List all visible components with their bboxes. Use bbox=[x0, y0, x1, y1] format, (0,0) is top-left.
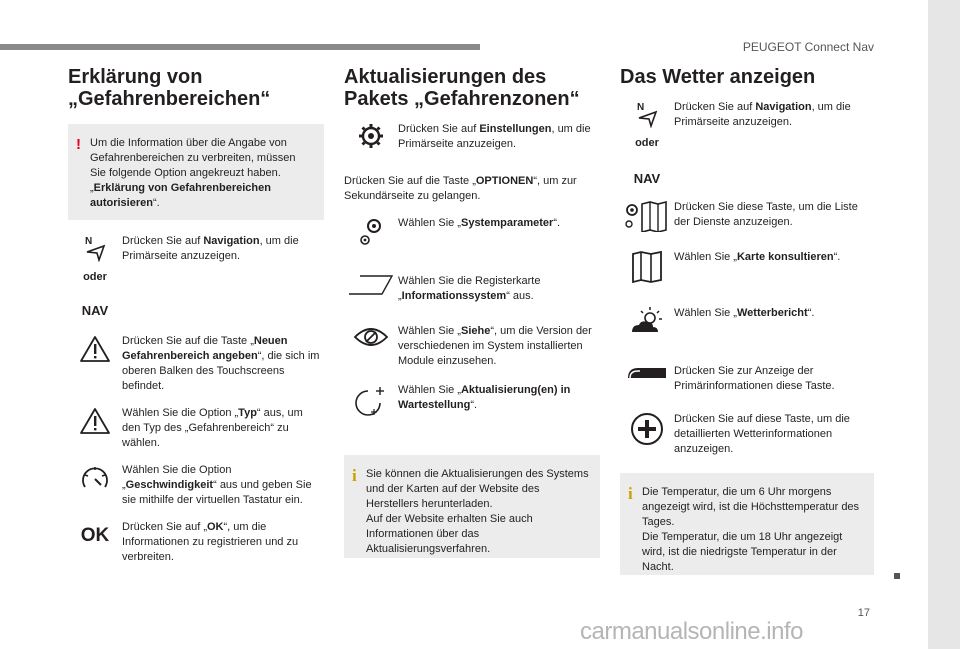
info-box: i Die Temperatur, die um 6 Uhr morgens angezeigt wird, ist die Höchsttemperatur des Tages. Die Temperatur, die um 18 Uhr angezeigt wird, ist die niedrigste Temperatur in der Nacht. bbox=[620, 473, 874, 575]
svg-text:N: N bbox=[637, 102, 645, 113]
plus-circle-icon[interactable] bbox=[620, 412, 674, 446]
oder-label: oder bbox=[83, 271, 107, 283]
step-information-system: Wählen Sie die Registerkarte „Informationssystem“ aus. bbox=[344, 274, 600, 304]
speedometer-icon[interactable] bbox=[68, 463, 122, 491]
services-map-icon[interactable] bbox=[620, 200, 674, 232]
warning-triangle-icon[interactable] bbox=[68, 334, 122, 364]
step-primary-info: Drücken Sie zur Anzeige der Primärinformationen diese Taste. bbox=[620, 364, 874, 394]
section-title: Aktualisierungen des Pakets „Gefahrenzonen“ bbox=[344, 66, 580, 110]
section-title: Das Wetter anzeigen bbox=[620, 66, 816, 88]
step-weather-report: Wählen Sie „Wetterbericht“. bbox=[620, 306, 874, 338]
ok-button[interactable]: OK bbox=[80, 525, 110, 546]
column-danger-zones bbox=[68, 66, 324, 565]
step-system-parameters: Wählen Sie „Systemparameter“. bbox=[344, 216, 600, 248]
oder-label: oder bbox=[635, 137, 659, 149]
section-title: Erklärung von „Gefahrenbereichen“ bbox=[68, 66, 271, 110]
warning-triangle-icon[interactable] bbox=[68, 406, 122, 436]
nav-button[interactable]: NAV bbox=[633, 171, 661, 186]
page-edge-strip bbox=[928, 0, 960, 649]
info-bar-icon[interactable] bbox=[620, 364, 674, 380]
step-pending-updates: Wählen Sie „Aktualisierung(en) in Wartestellung“. bbox=[344, 383, 600, 417]
step-consult-map: Wählen Sie „Karte konsultieren“. bbox=[620, 250, 874, 284]
gear-icon[interactable] bbox=[344, 122, 398, 150]
step-type: Wählen Sie die Option „Typ“ aus, um den Typ des „Gefahrenbereich“ zu wählen. bbox=[68, 406, 324, 451]
step-navigation: N Drücken Sie auf Navigation, um die Primärseite anzuzeigen. bbox=[68, 234, 324, 264]
step-new-zone: Drücken Sie auf die Taste „Neuen Gefahrenbereich angeben“, die sich im oberen Balken des Touchscreens befindet. bbox=[68, 334, 324, 394]
nav-button[interactable]: NAV bbox=[81, 303, 109, 318]
step-settings: Drücken Sie auf Einstellungen, um die Primärseite anzuzeigen. bbox=[344, 122, 600, 152]
info-icon: i bbox=[628, 484, 633, 503]
column-weather bbox=[620, 66, 874, 575]
watermark: carmanualsonline.info bbox=[580, 618, 803, 645]
tab-icon[interactable] bbox=[344, 274, 398, 296]
column-update-zones bbox=[344, 66, 600, 558]
page-number: 17 bbox=[857, 607, 870, 619]
eye-icon[interactable] bbox=[344, 324, 398, 350]
step-detailed-info: Drücken Sie auf diese Taste, um die detaillierten Wetterinformationen anzuzeigen. bbox=[620, 412, 874, 457]
options-paragraph: Drücken Sie auf die Taste „OPTIONEN“, um zur Sekundärseite zu gelangen. bbox=[344, 175, 577, 202]
warning-exclamation-icon: ! bbox=[76, 136, 81, 153]
step-navigation: N Drücken Sie auf Navigation, um die Primärseite anzuzeigen. bbox=[620, 100, 874, 130]
info-icon: i bbox=[352, 466, 357, 485]
update-icon[interactable] bbox=[344, 383, 398, 417]
weather-icon[interactable] bbox=[620, 306, 674, 338]
header-rule bbox=[0, 44, 480, 50]
step-ok: OK Drücken Sie auf „OK“, um die Informationen zu registrieren und zu verbreiten. bbox=[80, 521, 299, 563]
navigation-icon[interactable] bbox=[620, 100, 674, 128]
system-settings-icon[interactable] bbox=[344, 216, 398, 248]
header-title: PEUGEOT Connect Nav bbox=[742, 40, 874, 54]
warning-box: ! Um die Information über die Angabe von Gefahrenbereichen zu verbreiten, müssen Sie folgende Option angekreuzt haben. „Erklärung von Gefahrenbereichen autorisieren“. bbox=[68, 124, 324, 220]
step-services-list: Drücken Sie diese Taste, um die Liste der Dienste anzuzeigen. bbox=[620, 200, 874, 232]
step-speed: Wählen Sie die Option „Geschwindigkeit“ aus und geben Sie sie mithilfe der virtuellen Tastatur ein. bbox=[68, 463, 324, 508]
page-marker bbox=[894, 573, 900, 579]
info-box: i Sie können die Aktualisierungen des Systems und der Karten auf der Website des Herstellers herunterladen. Auf der Website erhalten Sie auch Informationen über das Aktualisierungsverfahren. bbox=[344, 455, 600, 558]
map-icon[interactable] bbox=[620, 250, 674, 284]
navigation-icon[interactable] bbox=[68, 234, 122, 262]
step-view: Wählen Sie „Siehe“, um die Version der verschiedenen im System installierten Module einzusehen. bbox=[344, 324, 600, 369]
svg-text:N: N bbox=[85, 236, 93, 247]
